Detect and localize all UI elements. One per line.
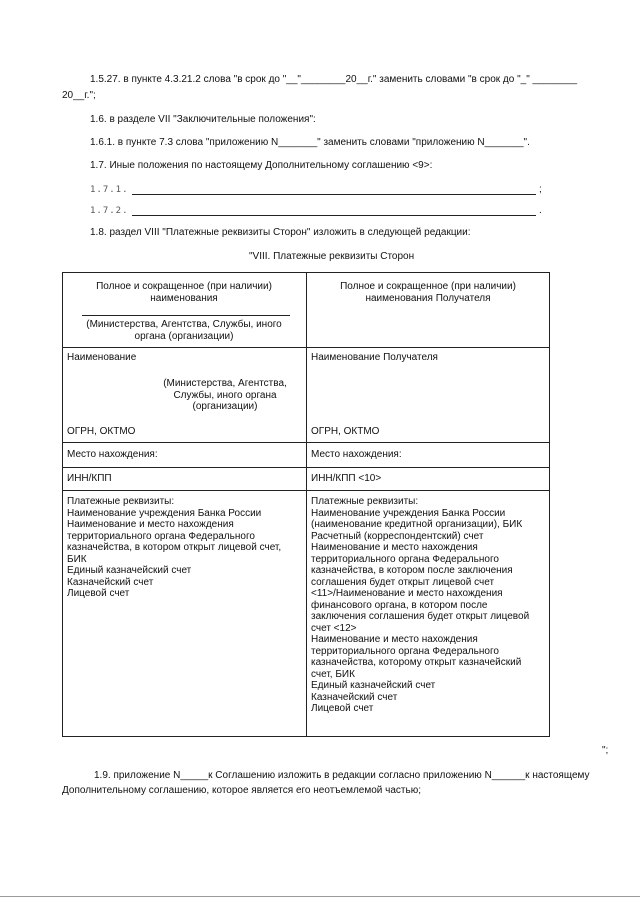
right-name-label: Наименование Получателя (311, 352, 438, 363)
paragraph-1-5-27: 1.5.27. в пункте 4.3.21.2 слова "в срок до "__"________20__г." заменить словами "в срок до "_" ________ (90, 74, 578, 85)
left-address-label: Место нахождения: (67, 449, 158, 460)
left-bank-details: Платежные реквизиты: Наименование учреждения Банка России Наименование и место нахождения территориального органа Федерального казначейства, в котором открыт лицевой счет, БИК Единый казначейский счет Казначейский счет Лицевой счет (67, 496, 282, 599)
section-title: "VIII. Платежные реквизиты Сторон (249, 251, 415, 262)
right-ogrn-label: ОГРН, ОКТМО (311, 426, 380, 437)
right-bank-details: Платежные реквизиты: Наименование учреждения Банка России (наименование кредитной организации), БИК Расчетный (корреспондентский) счет Наименование и место нахождения территориального органа Федерального казначейства, в котором после заключения соглашения будет открыт лицевой счет <11>/Наименование и место нахождения финансового органа, в котором после заключения соглашения будет открыт лицевой счет <12> Наименование и место нахождения территориального органа Федерального казначейства, которому открыт казначейский счет, БИК Единый казначейский счет Казначейский счет Лицевой счет (311, 496, 530, 714)
closing-quote: "; (602, 745, 609, 756)
left-header-note: (Министерства, Агентства, Службы, иного органа (организации) (86, 319, 282, 342)
item-1-7-2-end: . (539, 205, 542, 216)
left-name-note: (Министерства, Агентства, Службы, иного органа (организации) (163, 378, 287, 412)
left-header: Полное и сокращенное (при наличии) наименования (96, 281, 272, 304)
right-address-label: Место нахождения: (311, 449, 402, 460)
left-name-label: Наименование (67, 352, 137, 363)
left-ogrn-label: ОГРН, ОКТМО (67, 426, 136, 437)
item-1-7-1-end: ; (539, 184, 542, 195)
right-header: Полное и сокращенное (при наличии) наименования Получателя (340, 281, 516, 304)
paragraph-1-6: 1.6. в разделе VII "Заключительные положения": (90, 114, 316, 125)
paragraph-1-8: 1.8. раздел VIII "Платежные реквизиты Сторон" изложить в следующей редакции: (90, 227, 471, 238)
page-bottom-rule (0, 896, 640, 897)
left-header-blank-line (82, 315, 290, 316)
item-1-7-2-number: 1.7.2. (90, 206, 129, 216)
paragraph-1-9: 1.9. приложение N_____к Соглашению изложить в редакции согласно приложению N______к настоящему (94, 770, 590, 781)
right-inn-label: ИНН/КПП <10> (311, 473, 382, 484)
item-1-7-1-fill-line (132, 194, 536, 195)
item-1-7-2-fill-line (132, 215, 536, 216)
paragraph-1-6-1: 1.6.1. в пункте 7.3 слова "приложению N_______" заменить словами "приложению N_______". (90, 137, 530, 148)
paragraph-1-5-27-continued: 20__г."; (62, 90, 96, 101)
item-1-7-1-number: 1.7.1. (90, 185, 129, 195)
paragraph-1-9-continued: Дополнительному соглашению, которое является его неотъемлемой частью; (62, 785, 422, 796)
paragraph-1-7: 1.7. Иные положения по настоящему Дополнительному соглашению <9>: (90, 160, 433, 171)
left-inn-label: ИНН/КПП (67, 473, 112, 484)
